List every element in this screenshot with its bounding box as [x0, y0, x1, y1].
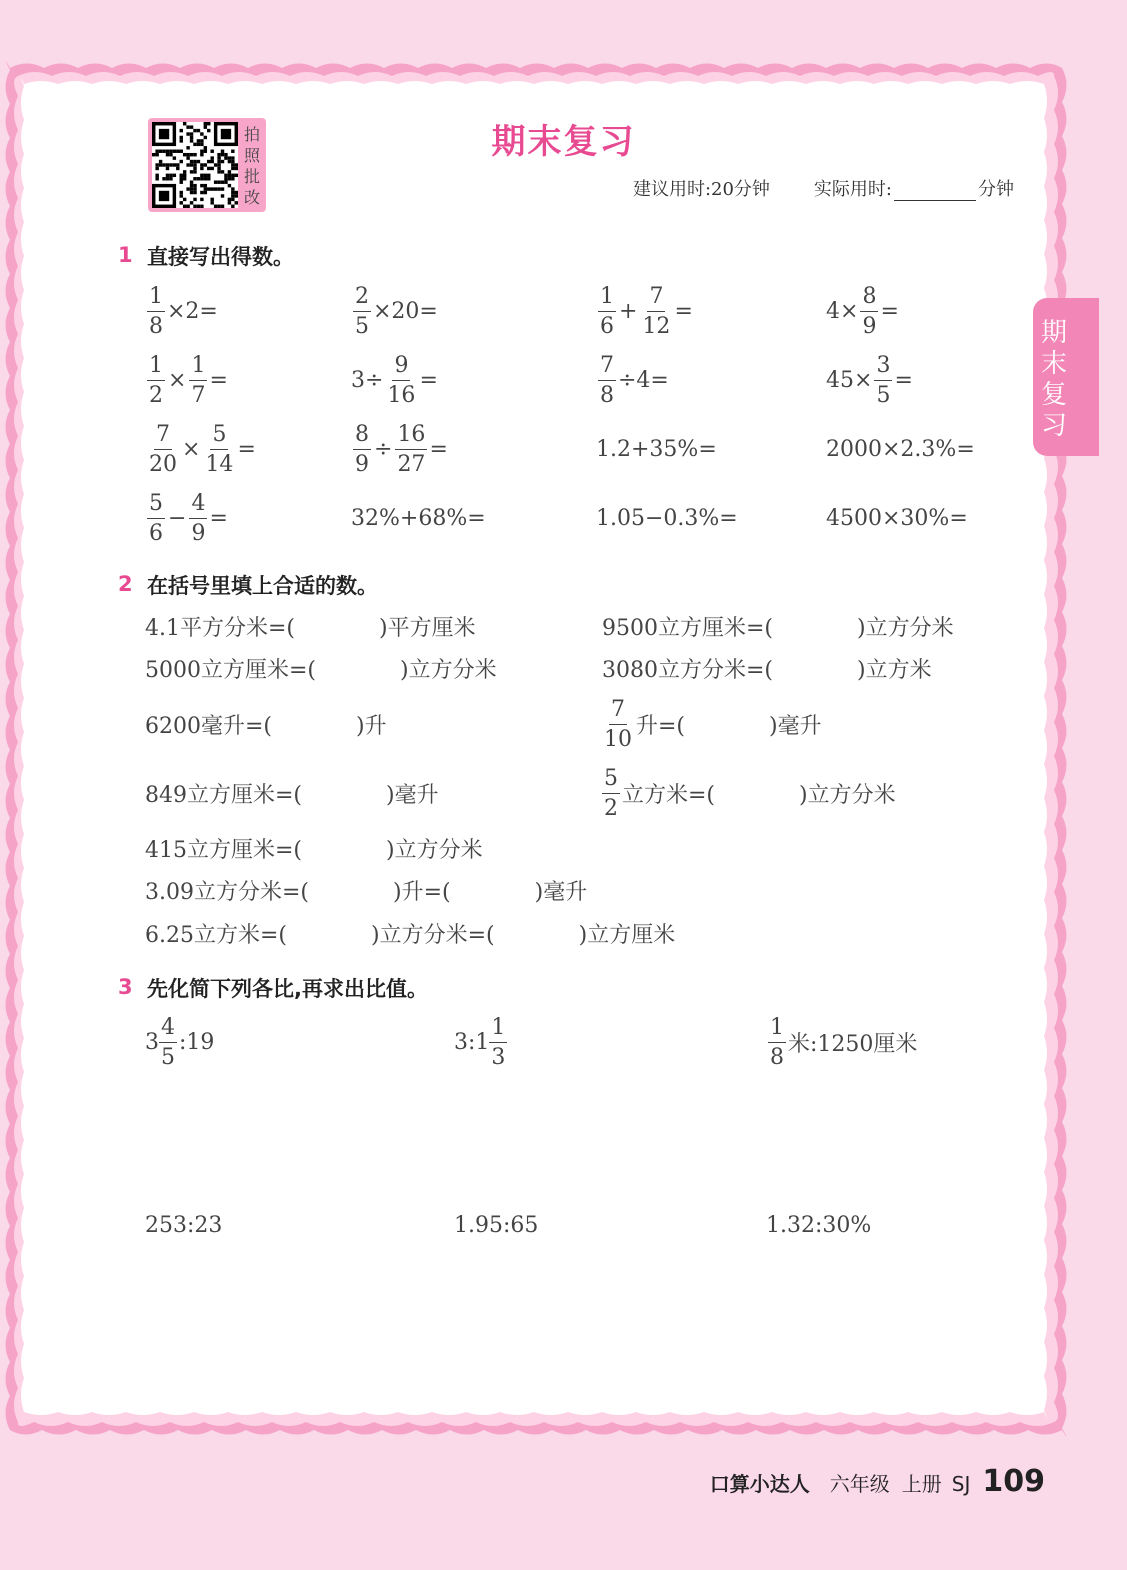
actual-time-blank[interactable] [894, 182, 976, 201]
exercise: 1 6 + $\frac{7}{12}$ = [600, 283, 693, 339]
fraction: $\frac{1}{8}$ [149, 283, 163, 339]
page-footer [710, 1464, 1045, 1499]
fill-in-item: 5 2 立方米=( )立方分米 [604, 765, 896, 821]
fraction: $\frac{4}{9}$ [191, 490, 206, 546]
section-title: 直接写出得数。 [147, 245, 294, 269]
fraction: 5 6 [149, 490, 163, 546]
edition: SJ [951, 1472, 971, 1496]
ratio-item: 1 8 米:1250厘米 [770, 1014, 918, 1070]
ratio-item: 1.32:30% [766, 1212, 872, 1238]
fill-in-item: 3080立方分米=( )立方米 [602, 657, 932, 683]
ratio-item: 253:23 [145, 1212, 223, 1238]
page-number: 109 [982, 1464, 1045, 1499]
fraction: $\frac{2}{5}$ [355, 283, 369, 339]
section-number: 3 [118, 975, 133, 999]
fraction: $\frac{7}{20}$ [149, 421, 177, 477]
fraction: $\frac{7}{8}$ [600, 352, 614, 408]
exercise: 45× $\frac{3}{5}$ = [826, 352, 913, 408]
exercise: 5 6 − $\frac{4}{9}$ = [149, 490, 228, 546]
exercise: $\frac{1}{2}$ × $\frac{1}{7}$ = [149, 352, 228, 408]
fraction: $\frac{9}{16}$ [387, 352, 416, 408]
fraction: $\frac{1}{2}$ [149, 352, 163, 408]
fill-in-item: 849立方厘米=( )毫升 [145, 782, 439, 808]
fill-in-item: 3.09立方分米=( )升=( )毫升 [145, 879, 588, 905]
fraction: $\frac{8}{9}$ [862, 283, 877, 339]
exercise: $\frac{8}{9}$ ÷ $\frac{16}{27}$ = [355, 421, 448, 477]
exercise: $\frac{2}{5}$ ×20= [355, 283, 438, 339]
actual-time-label: 实际用时: [813, 179, 892, 200]
fraction: $\frac{5}{14}$ [205, 421, 234, 477]
fraction: 4 5 [161, 1014, 175, 1070]
fill-in-item: 4.1平方分米=( )平方厘米 [145, 615, 476, 641]
fill-in-item: 5000立方厘米=( )立方分米 [145, 657, 497, 683]
suggested-time: 建议用时:20分钟 [632, 179, 770, 200]
book-title: 口算小达人 [709, 1472, 810, 1496]
exercise: $\frac{1}{8}$ ×2= [149, 283, 218, 339]
fraction: 1 6 [600, 283, 614, 339]
exercise: $\frac{7}{8}$ ÷4= [600, 352, 669, 408]
grade: 六年级 [829, 1472, 890, 1496]
section-title: 先化简下列各比,再求出比值。 [147, 977, 428, 1001]
fill-in-item: 6200毫升=( )升 [145, 713, 387, 739]
exercise: 4× $\frac{8}{9}$ = [826, 283, 899, 339]
fraction: 1 8 [770, 1014, 784, 1070]
ratio-item: 3:1 1 3 [454, 1014, 506, 1070]
time-row [633, 175, 1014, 201]
ratio-item: 3 4 5 :19 [145, 1014, 215, 1070]
fill-in-item: 6.25立方米=( )立方分米=( )立方厘米 [145, 922, 676, 948]
section-number: 2 [118, 572, 133, 596]
ratio-item: 1.95:65 [454, 1212, 539, 1238]
fraction: 5 2 [604, 765, 618, 821]
fraction: $\frac{16}{27}$ [397, 421, 426, 477]
exercise: 2000×2.3%= [826, 436, 975, 462]
exercise: 32%+68%= [351, 505, 486, 531]
fill-in-item: 7 10 升=( )毫升 [604, 696, 822, 752]
exercise: 3÷ $\frac{9}{16}$ = [351, 352, 438, 408]
exercise: 1.2+35%= [596, 436, 717, 462]
fraction: $\frac{8}{9}$ [355, 421, 369, 477]
section-title: 在括号里填上合适的数。 [147, 574, 378, 598]
fraction: $\frac{1}{7}$ [191, 352, 206, 408]
volume: 上册 [901, 1472, 942, 1496]
side-tab-label: 期末复习 [1040, 318, 1067, 441]
fraction: $\frac{7}{12}$ [642, 283, 671, 339]
actual-time-unit: 分钟 [978, 179, 1014, 200]
exercise: 1.05−0.3%= [596, 505, 738, 531]
fill-in-item: 9500立方厘米=( )立方分米 [602, 615, 954, 641]
fraction: 1 3 [491, 1014, 506, 1070]
page-title: 期末复习 [491, 122, 636, 162]
fill-in-item: 415立方厘米=( )立方分米 [145, 837, 483, 863]
exercise: 4500×30%= [826, 505, 968, 531]
exercise: $\frac{7}{20}$ × $\frac{5}{14}$ = [149, 421, 256, 477]
fraction: 7 10 [604, 696, 632, 752]
qr-label: 拍照批改 [243, 125, 260, 207]
fraction: $\frac{3}{5}$ [876, 352, 891, 408]
section-number: 1 [118, 243, 133, 267]
